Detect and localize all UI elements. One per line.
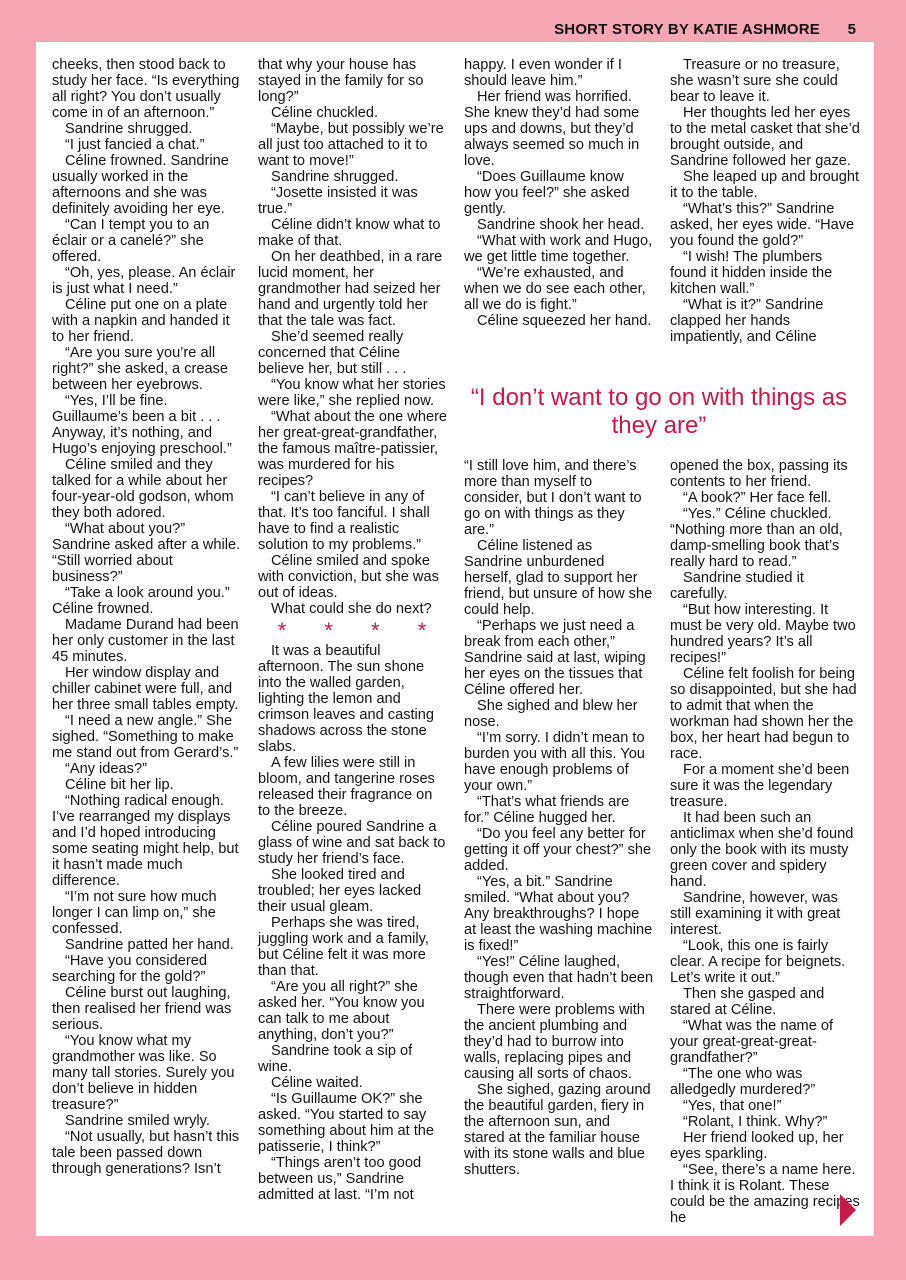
paragraph: “Nothing radical enough. I’ve rearranged my displays and I’d hoped introducing some seating might help, but it hasn’t made much difference.	[52, 793, 239, 889]
next-page-arrow-icon[interactable]	[840, 1194, 856, 1226]
column-4-bottom-text	[670, 458, 860, 1226]
paragraph: Céline smiled and spoke with conviction, but she was out of ideas.	[258, 553, 439, 601]
paragraph: “Yes, that one!”	[683, 1098, 782, 1114]
paragraph: Her thoughts led her eyes to the metal casket that she’d brought outside, and Sandrine followed her gaze.	[670, 105, 860, 169]
paragraph: “Are you all right?” she asked her. “You know you can talk to me about anything, don’t you?”	[258, 979, 425, 1043]
column-4-lower	[670, 458, 860, 1226]
paragraph: “You know what my grandmother was like. So many tall stories. Surely you don’t believe in hidden treasure?”	[52, 1033, 235, 1113]
paragraph: Sandrine shrugged.	[65, 121, 193, 137]
paragraph: “I just fancied a chat.”	[65, 137, 205, 153]
paragraph: “Do you feel any better for getting it off your chest?” she added.	[464, 826, 652, 874]
paragraph: Céline waited.	[271, 1075, 363, 1091]
paragraph: “Can I tempt you to an éclair or a canelé?” she offered.	[52, 217, 210, 265]
paragraph: “Any ideas?”	[65, 761, 147, 777]
paragraph: opened the box, passing its contents to her friend.	[670, 458, 848, 490]
column-1	[52, 57, 242, 1177]
paragraph: happy. I even wonder if I should leave him.”	[464, 57, 622, 89]
paragraph: “Take a look around you.” Céline frowned.	[52, 585, 230, 617]
paragraph: Sandrine patted her hand.	[65, 937, 234, 953]
paragraph: She sighed and blew her nose.	[464, 698, 638, 730]
paragraph: She’d seemed really concerned that Céline believe her, but still . . .	[258, 329, 407, 377]
paragraph: For a moment she’d been sure it was the legendary treasure.	[670, 762, 850, 810]
paragraph: Sandrine smiled wryly.	[65, 1113, 210, 1129]
paragraph: A few lilies were still in bloom, and tangerine roses released their fragrance on to the breeze.	[258, 755, 435, 819]
section-break-stars: * * * *	[277, 618, 443, 643]
paragraph: “I still love him, and there’s more than myself to consider, but I don’t want to go on with things as they are.”	[464, 458, 642, 538]
paragraph: Sandrine shrugged.	[271, 169, 399, 185]
paragraph: “Maybe, but possibly we’re all just too attached to it to want to move!”	[258, 121, 444, 169]
paragraph: “Does Guillaume know how you feel?” she asked gently.	[464, 169, 630, 217]
paragraph: Céline felt foolish for being so disappointed, but she had to admit that when the workman had shown her the box, her heart had begun to race.	[670, 666, 857, 762]
paragraph: She looked tired and troubled; her eyes lacked their usual gleam.	[258, 867, 422, 915]
paragraph: “Yes, a bit.” Sandrine smiled. “What about you? Any breakthroughs? I hope at least the washing machine is fixed!”	[464, 874, 653, 954]
paragraph: “I need a new angle.” She sighed. “Something to make me stand out from Gerard’s.”	[52, 713, 239, 761]
paragraph: “What about you?” Sandrine asked after a while. “Still worried about business?”	[52, 521, 241, 585]
paragraph: Sandrine, however, was still examining it with great interest.	[670, 890, 841, 938]
paragraph: There were problems with the ancient plumbing and they’d had to burrow into walls, replacing pipes and causing all sorts of chaos.	[464, 1002, 645, 1082]
paragraph: “I’m sorry. I didn’t mean to burden you with all this. You have enough problems of your own.”	[464, 730, 645, 794]
paragraph: “Yes.” Céline chuckled. “Nothing more than an old, damp-smelling book that’s really hard to read.”	[670, 506, 843, 570]
paragraph: Céline bit her lip.	[65, 777, 174, 793]
paragraph: “We’re exhausted, and when we do see each other, all we do is fight.”	[464, 265, 646, 313]
paragraph: Madame Durand had been her only customer in the last 45 minutes.	[52, 617, 239, 665]
paragraph: “Are you sure you’re all right?” she asked, a crease between her eyebrows.	[52, 345, 229, 393]
paragraph: cheeks, then stood back to study her face. “Is everything all right? You don’t usually come in of an afternoon.”	[52, 57, 240, 121]
paragraph: Her friend was horrified. She knew they’d had some ups and downs, but they’d always seemed so much in love.	[464, 89, 640, 169]
paragraph: Sandrine shook her head.	[477, 217, 645, 233]
paragraph: It was a beautiful afternoon. The sun shone into the walled garden, lighting the lemon and crimson leaves and casting shadows across the stone slabs.	[258, 643, 435, 755]
paragraph: “I wish! The plumbers found it hidden inside the kitchen wall.”	[670, 249, 833, 297]
paragraph: Treasure or no treasure, she wasn’t sure she could bear to leave it.	[670, 57, 840, 105]
paragraph: “Yes!” Céline laughed, though even that hadn’t been straightforward.	[464, 954, 654, 1002]
paragraph: “Yes, I’ll be fine. Guillaume’s been a bit . . . Anyway, it’s nothing, and Hugo’s enjoying preschool.”	[52, 393, 232, 457]
paragraph: Céline burst out laughing, then realised her friend was serious.	[52, 985, 232, 1033]
paragraph: that why your house has stayed in the family for so long?”	[258, 57, 424, 105]
paragraph: “What with work and Hugo, we get little time together.	[464, 233, 653, 265]
paragraph: “Rolant, I think. Why?”	[683, 1114, 828, 1130]
paragraph: “What is it?” Sandrine clapped her hands impatiently, and Céline	[670, 297, 824, 345]
column-3-top-text	[464, 57, 654, 329]
paragraph: “Perhaps we just need a break from each other,” Sandrine said at last, wiping her eyes on the tissues that Céline offered her.	[464, 618, 646, 698]
paragraph: “Things aren’t too good between us,” Sandrine admitted at last. “I’m not	[258, 1155, 422, 1203]
paragraph: “But how interesting. It must be very old. Maybe two hundred years? It’s all recipes!”	[670, 602, 856, 666]
paragraph: “Oh, yes, please. An éclair is just what I need.”	[52, 265, 236, 297]
running-header-title: SHORT STORY BY KATIE ASHMORE	[554, 21, 820, 38]
column-3	[464, 57, 654, 329]
column-4-top-text	[670, 57, 860, 345]
column-2	[258, 57, 448, 1203]
paragraph: Céline didn’t know what to make of that.	[258, 217, 441, 249]
pull-quote: “I don’t want to go on with things as they are”	[470, 384, 848, 439]
paragraph: “I’m not sure how much longer I can limp on,” she confessed.	[52, 889, 217, 937]
paragraph: Perhaps she was tired, juggling work and a family, but Céline felt it was more than that.	[258, 915, 429, 979]
paragraph: Then she gasped and stared at Céline.	[670, 986, 825, 1018]
paragraph: “Josette insisted it was true.”	[258, 185, 418, 217]
page-number: 5	[847, 21, 856, 38]
paragraph: Céline frowned. Sandrine usually worked in the afternoons and she was definitely avoiding her eye.	[52, 153, 229, 217]
paragraph: “Have you considered searching for the gold?”	[52, 953, 207, 985]
paragraph: “That’s what friends are for.” Céline hugged her.	[464, 794, 630, 826]
paragraph: “Not usually, but hasn’t this tale been passed down through generations? Isn’t	[52, 1129, 240, 1177]
paragraph: “What about the one where her great-great-grandfather, the famous maître-patissier, was murdered for his recipes?	[258, 409, 448, 489]
paragraph: Céline squeezed her hand.	[477, 313, 652, 329]
paragraph: “You know what her stories were like,” she replied now.	[258, 377, 446, 409]
paragraph: “What was the name of your great-great-great-grandfather?”	[670, 1018, 834, 1066]
paragraph: “See, there’s a name here. I think it is Rolant. These could be the amazing recipes he	[670, 1162, 860, 1226]
paragraph: Céline poured Sandrine a glass of wine and sat back to study her friend’s face.	[258, 819, 446, 867]
paragraph: “Look, this one is fairly clear. A recipe for beignets. Let’s write it out.”	[670, 938, 846, 986]
paragraph: Céline put one on a plate with a napkin and handed it to her friend.	[52, 297, 230, 345]
paragraph: Her window display and chiller cabinet were full, and her three small tables empty.	[52, 665, 239, 713]
paragraph: “A book?” Her face fell.	[683, 490, 832, 506]
column-4	[670, 57, 860, 345]
paragraph: Sandrine took a sip of wine.	[258, 1043, 413, 1075]
column-3-bottom-text	[464, 458, 654, 1178]
column-3-lower	[464, 458, 654, 1178]
paragraph: She leaped up and brought it to the table.	[670, 169, 860, 201]
paragraph: “The one who was alledgedly murdered?”	[670, 1066, 816, 1098]
paragraph: “What’s this?” Sandrine asked, her eyes wide. “Have you found the gold?”	[670, 201, 855, 249]
column-2-bottom-text	[258, 643, 448, 1203]
paragraph: Céline chuckled.	[271, 105, 379, 121]
paragraph: What could she do next?	[271, 601, 432, 617]
page-header	[0, 0, 906, 42]
paragraph: “Is Guillaume OK?” she asked. “You started to say something about him at the patisserie, I think?”	[258, 1091, 435, 1155]
column-2-top-text	[258, 57, 448, 617]
paragraph: Céline smiled and they talked for a while about her four-year-old godson, whom they both adored.	[52, 457, 234, 521]
column-1-text	[52, 57, 242, 1177]
paragraph: Céline listened as Sandrine unburdened herself, glad to support her friend, but unsure of how she could help.	[464, 538, 653, 618]
paragraph: Her friend looked up, her eyes sparkling.	[670, 1130, 844, 1162]
paragraph: She sighed, gazing around the beautiful garden, fiery in the afternoon sun, and stared at the familiar house with its stone walls and blue shutters.	[464, 1082, 651, 1178]
paragraph: It had been such an anticlimax when she’d found only the book with its musty green cover and spidery hand.	[670, 810, 854, 890]
paragraph: Sandrine studied it carefully.	[670, 570, 804, 602]
paragraph: “I can’t believe in any of that. It’s too fanciful. I shall have to find a realistic solution to my problems.”	[258, 489, 430, 553]
paragraph: On her deathbed, in a rare lucid moment, her grandmother had seized her hand and urgently told her that the tale was fact.	[258, 249, 443, 329]
